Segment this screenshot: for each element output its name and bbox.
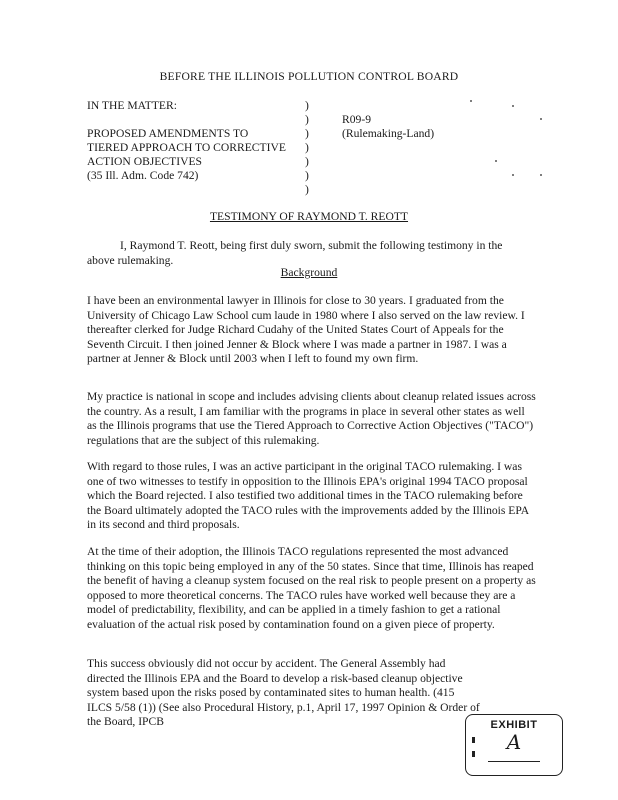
- exhibit-stamp-mark: [472, 737, 475, 743]
- exhibit-stamp: [465, 714, 563, 776]
- intro-paragraph: I, Raymond T. Reott, being first duly sworn, submit the following testimony in the above rulemaking.: [87, 239, 503, 267]
- court-heading: BEFORE THE ILLINOIS POLLUTION CONTROL BOARD: [159, 70, 459, 83]
- exhibit-stamp-letter: A: [506, 730, 522, 754]
- exhibit-stamp-signature-line: [488, 761, 540, 762]
- body-paragraph-1: I have been an environmental lawyer in Illinois for close to 30 years. I graduated from the University of Chicago Law School cum laude in 1980 where I also served on the law review. I thereafter clerked for Judge Richard Cudahy of the United States Court of Appeals for the Seventh Circuit. I then joined Jenner & Block where I was made a partner in 1987. I was a partner at Jenner & Block until 2003 when I left to found my own firm.: [87, 294, 525, 366]
- proposal-line-4: (35 Ill. Adm. Code 742): [87, 169, 199, 182]
- body-paragraph-4: At the time of their adoption, the Illinois TACO regulations represented the most advanced thinking on this topic being employed in any of the 50 states. Since that time, Illinois has reaped the benefit of having a cleanup system focused on the real risk to people present on a property as opposed to more theoretical concerns. The TACO rules have worked well because they are a model of predictability, flexibility, and can be applied in a timely fashion to get a rational evaluation of the actual risk posed by contamination found on a given piece of property.: [87, 545, 536, 631]
- exhibit-stamp-mark: [472, 751, 475, 757]
- proposal-line-3: ACTION OBJECTIVES: [87, 155, 202, 168]
- caption-paren: ): [305, 141, 309, 154]
- in-the-matter-label: IN THE MATTER:: [87, 99, 177, 112]
- exhibit-stamp-title: EXHIBIT: [490, 719, 538, 731]
- testimony-title: TESTIMONY OF RAYMOND T. REOTT: [209, 210, 409, 223]
- body-paragraph-2: My practice is national in scope and includes advising clients about cleanup related issues across the country. As a result, I am familiar with the programs in place in several other states as well as the Illinois programs that use the Tiered Approach to Corrective Action Objectives ("TACO") regulations that are the subject of this rulemaking.: [87, 390, 536, 447]
- scan-speck: [540, 174, 542, 176]
- case-number: R09-9: [342, 113, 371, 126]
- body-paragraph-3: With regard to those rules, I was an active participant in the original TACO rulemaking. I was one of two witnesses to testify in opposition to the Illinois EPA's original 1994 TACO proposal which the Board rejected. I also testified two additional times in the TACO rulemaking before the Board ultimately adopted the TACO rules with the improvements added by the Illinois EPA in its second and third proposals.: [87, 460, 529, 532]
- caption-paren: ): [305, 113, 309, 126]
- scan-speck: [495, 160, 497, 162]
- caption-paren: ): [305, 169, 309, 182]
- scan-speck: [512, 105, 514, 107]
- caption-paren: ): [305, 155, 309, 168]
- scan-speck: [470, 100, 472, 102]
- caption-paren: ): [305, 127, 309, 140]
- caption-paren: ): [305, 183, 309, 196]
- proposal-line-2: TIERED APPROACH TO CORRECTIVE: [87, 141, 286, 154]
- body-paragraph-5: This success obviously did not occur by accident. The General Assembly had directed the Illinois EPA and the Board to develop a risk-based cleanup objective system based upon the risks posed by contaminated sites to human health. (415 ILCS 5/58 (1)) (See also Procedural History, p.1, April 17, 1997 Opinion & Order of the Board, IPCB: [87, 657, 480, 729]
- case-type: (Rulemaking-Land): [342, 127, 435, 140]
- scan-speck: [512, 174, 514, 176]
- caption-paren: ): [305, 99, 309, 112]
- section-heading: Background: [280, 266, 338, 279]
- proposal-line-1: PROPOSED AMENDMENTS TO: [87, 127, 249, 140]
- scan-speck: [540, 118, 542, 120]
